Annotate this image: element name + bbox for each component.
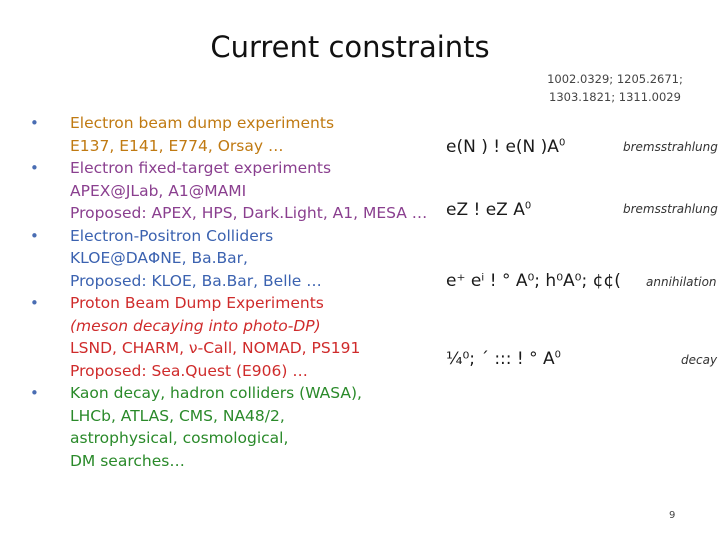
bullet-line: (meson decaying into photo-DP): [70, 316, 321, 335]
bullet-item-electron-positron-colliders: [28, 225, 448, 293]
process-formula: eZ ! eZ $A^0$: [446, 200, 532, 220]
bullet-item-kaon-decay: [28, 382, 448, 472]
references: [540, 70, 690, 106]
bullet-list: [28, 112, 448, 472]
bullet-line: Proposed: Sea.Quest (E906) …: [70, 361, 308, 380]
process-formula: e(N ) ! e(N )$A^0$: [446, 137, 566, 157]
process-tag: decay: [681, 353, 718, 367]
process-tag: bremsstrahlung: [623, 202, 718, 216]
slide-title: Current constraints: [210, 30, 490, 64]
bullet-line: Proposed: KLOE, Ba.Bar, Belle …: [70, 271, 322, 290]
bullet-icon: •: [30, 226, 39, 245]
process-tag: bremsstrahlung: [623, 140, 718, 154]
bullet-line: Kaon decay, hadron colliders (WASA),: [70, 384, 362, 402]
bullet-line: DM searches…: [70, 451, 185, 470]
bullet-line: LSND, CHARM, ν-Call, NOMAD, PS191: [70, 339, 361, 357]
reference-line: 1002.0329; 1205.2671;: [547, 72, 683, 86]
bullet-item-proton-beam-dump: [28, 292, 448, 382]
bullet-item-electron-fixed-target: [28, 157, 448, 225]
process-formula: e⁺ eⁱ ! ° A⁰; h⁰A⁰; ¢¢(: [446, 271, 621, 291]
bullet-line: Proposed: APEX, HPS, Dark.Light, A1, MESA …: [70, 204, 428, 222]
process-tag: annihilation: [646, 275, 717, 289]
process-formula: ¼⁰; ´ ::: ! ° $A^0$: [446, 349, 562, 369]
bullet-line: KLOE@DAΦNE, Ba.Bar,: [70, 249, 248, 267]
bullet-line: astrophysical, cosmological,: [70, 429, 289, 447]
bullet-icon: •: [30, 384, 39, 402]
reference-line: 1303.1821; 1311.0029: [549, 90, 681, 104]
bullet-icon: •: [30, 159, 39, 177]
page-number: 9: [669, 510, 676, 521]
bullet-item-electron-beam-dump: [28, 112, 448, 157]
bullet-line: LHCb, ATLAS, CMS, NA48/2,: [70, 406, 285, 425]
bullet-icon: •: [30, 294, 39, 312]
bullet-line: Electron beam dump experiments: [70, 114, 335, 132]
bullet-line: APEX@JLab, A1@MAMI: [70, 181, 247, 200]
bullet-line: Electron fixed-target experiments: [70, 159, 332, 177]
bullet-line: Proton Beam Dump Experiments: [70, 294, 324, 312]
bullet-line: Electron-Positron Colliders: [70, 226, 274, 245]
bullet-icon: •: [30, 114, 39, 132]
bullet-line: E137, E141, E774, Orsay …: [70, 136, 284, 155]
